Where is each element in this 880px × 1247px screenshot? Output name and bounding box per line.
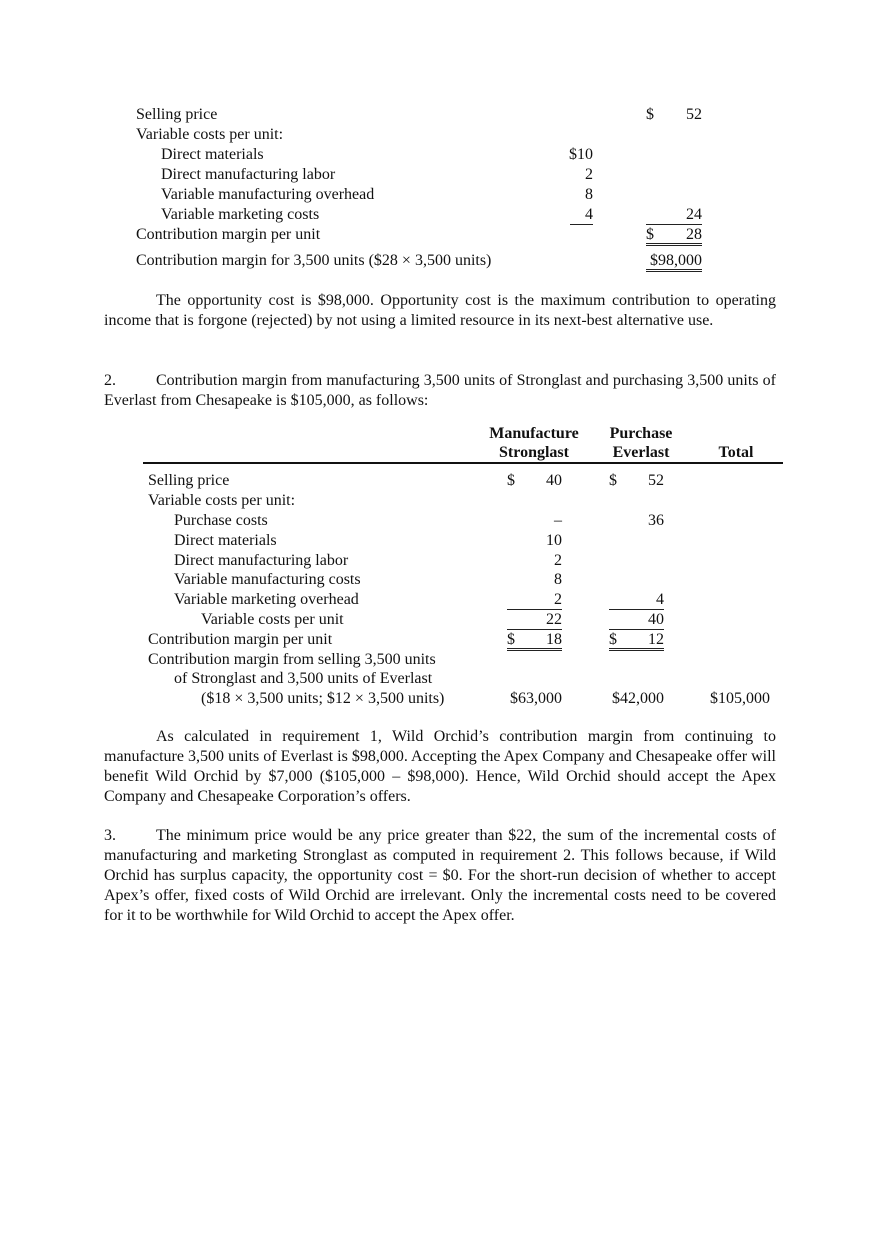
t1-c1-var-marketing: 4: [570, 205, 593, 225]
t2-b-selling-price-dollar: $: [609, 472, 617, 489]
t2-a-cm-per-unit-dollar: $: [507, 631, 515, 648]
t1-c2-selling-price-dollar: $: [646, 106, 654, 123]
t1-label-var-mfg-overhead: Variable manufacturing overhead: [161, 186, 375, 203]
t1-c2-cm-per-unit: [646, 225, 702, 246]
paragraph-2-text: Contribution margin from manufacturing 3,500 units of Stronglast and purchasing 3,500 units of Everlast from Chesapeake is $105,000, as follows:: [104, 372, 776, 409]
paragraph-opportunity-cost: The opportunity cost is $98,000. Opportunity cost is the maximum contribution to operating income that is forgone (rejected) by not using a limited resource in its next-best alternative use.: [104, 292, 776, 329]
t1-c2-selling-price-value: 52: [686, 106, 702, 123]
t2-a-var-costs-per-unit: 22: [507, 610, 562, 630]
t2-label-cm-per-unit: Contribution margin per unit: [148, 631, 333, 648]
t2-label-cm-selling-line3: ($18 × 3,500 units; $12 × 3,500 units): [201, 690, 445, 707]
t1-c1-var-mfg-overhead: 8: [585, 186, 593, 203]
paragraph-2-number: 2.: [104, 372, 116, 389]
t2-a-cm-per-unit-value: 18: [546, 631, 562, 648]
t2-label-var-costs-per-unit: Variable costs per unit: [201, 611, 344, 628]
t1-label-direct-materials: Direct materials: [161, 146, 264, 163]
t1-c2-cm-per-unit-dollar: $: [646, 226, 654, 243]
t1-c2-cm-per-unit-value: 28: [686, 226, 702, 243]
t1-label-cm-per-unit: Contribution margin per unit: [136, 226, 321, 243]
t2-b-var-marketing-overhead: 4: [609, 590, 664, 610]
t2-a-var-mfg-costs: 8: [554, 571, 562, 588]
t2-label-var-mfg-costs: Variable manufacturing costs: [174, 571, 361, 588]
t2-a-var-marketing-overhead: 2: [507, 590, 562, 610]
paragraph-requirement-3: [104, 826, 776, 926]
t2-header-col3: Total: [718, 444, 754, 461]
paragraph-4-number: 3.: [104, 827, 116, 844]
t2-label-direct-labor: Direct manufacturing labor: [174, 552, 349, 569]
t2-a-selling-price: [507, 471, 562, 491]
t2-a-selling-price-dollar: $: [507, 472, 515, 489]
t2-a-direct-materials: 10: [546, 532, 562, 549]
t2-label-variable-costs: Variable costs per unit:: [148, 492, 296, 509]
paragraph-requirement-1-comparison: As calculated in requirement 1, Wild Orchid’s contribution margin from continuing to manufacture 3,500 units of Everlast is $98,000. Accepting the Apex Company and Chesapeake offer will benefit Wild Orchid by $7,000 ($105,000 – $98,000). Hence, Wild Orchid should accept the Apex Company and Chesapeake Corporation’s offers.: [104, 728, 776, 805]
t2-b-var-costs-per-unit: 40: [609, 610, 664, 630]
t2-b-cm-per-unit: [609, 630, 664, 651]
t2-a-cm-per-unit: [507, 630, 562, 651]
t2-label-direct-materials: Direct materials: [174, 532, 277, 549]
t2-header-col1-line2: Stronglast: [499, 444, 569, 461]
t2-label-cm-selling-line2: of Stronglast and 3,500 units of Everlast: [174, 670, 433, 687]
t2-a-purchase-costs: –: [554, 512, 562, 529]
t1-c2-var-total: 24: [646, 205, 702, 225]
t2-b-cm-per-unit-dollar: $: [609, 631, 617, 648]
t1-label-direct-labor: Direct manufacturing labor: [161, 166, 336, 183]
t2-header-col2-line2: Everlast: [612, 444, 670, 461]
t2-a-cm-total: $63,000: [510, 690, 562, 707]
t1-c1-direct-labor: 2: [585, 166, 593, 183]
t2-b-selling-price-value: 52: [648, 472, 664, 489]
t2-total-cm: $105,000: [710, 690, 770, 707]
t1-c2-selling-price: [646, 105, 702, 125]
t1-c2-cm-total: $98,000: [646, 251, 702, 272]
t2-header-col1-line1: Manufacture: [489, 425, 579, 442]
t2-b-purchase-costs: 36: [648, 512, 664, 529]
paragraph-requirement-2: [104, 371, 776, 411]
t1-label-var-marketing: Variable marketing costs: [161, 206, 320, 223]
t2-label-purchase-costs: Purchase costs: [174, 512, 268, 529]
t2-b-selling-price: [609, 471, 664, 491]
t2-a-selling-price-value: 40: [546, 472, 562, 489]
t1-label-cm-total: Contribution margin for 3,500 units ($28 × 3,500 units): [136, 252, 492, 269]
t2-b-cm-per-unit-value: 12: [648, 631, 664, 648]
paragraph-4-text: The minimum price would be any price greater than $22, the sum of the incremental costs of manufacturing and marketing Stronglast as computed in requirement 2. This follows because, if Wild Orchid has surplus capacity, the opportunity cost = $0. For the short-run decision of whether to accept Apex’s offer, fixed costs of Wild Orchid are irrelevant. Only the incremental costs need to be covered for it to be worthwhile for Wild Orchid to accept the Apex offer.: [104, 827, 776, 924]
t2-label-selling-price: Selling price: [148, 472, 230, 489]
t1-c1-direct-materials: $10: [569, 146, 593, 163]
t2-header-col2-line1: Purchase: [609, 425, 673, 442]
t2-header-rule: [143, 462, 783, 464]
t2-a-direct-labor: 2: [554, 552, 562, 569]
t2-label-var-marketing-overhead: Variable marketing overhead: [174, 591, 359, 608]
t1-label-variable-costs: Variable costs per unit:: [136, 126, 284, 143]
t1-label-selling-price: Selling price: [136, 106, 218, 123]
t2-label-cm-selling-line1: Contribution margin from selling 3,500 units: [148, 651, 436, 668]
t2-b-cm-total: $42,000: [612, 690, 664, 707]
